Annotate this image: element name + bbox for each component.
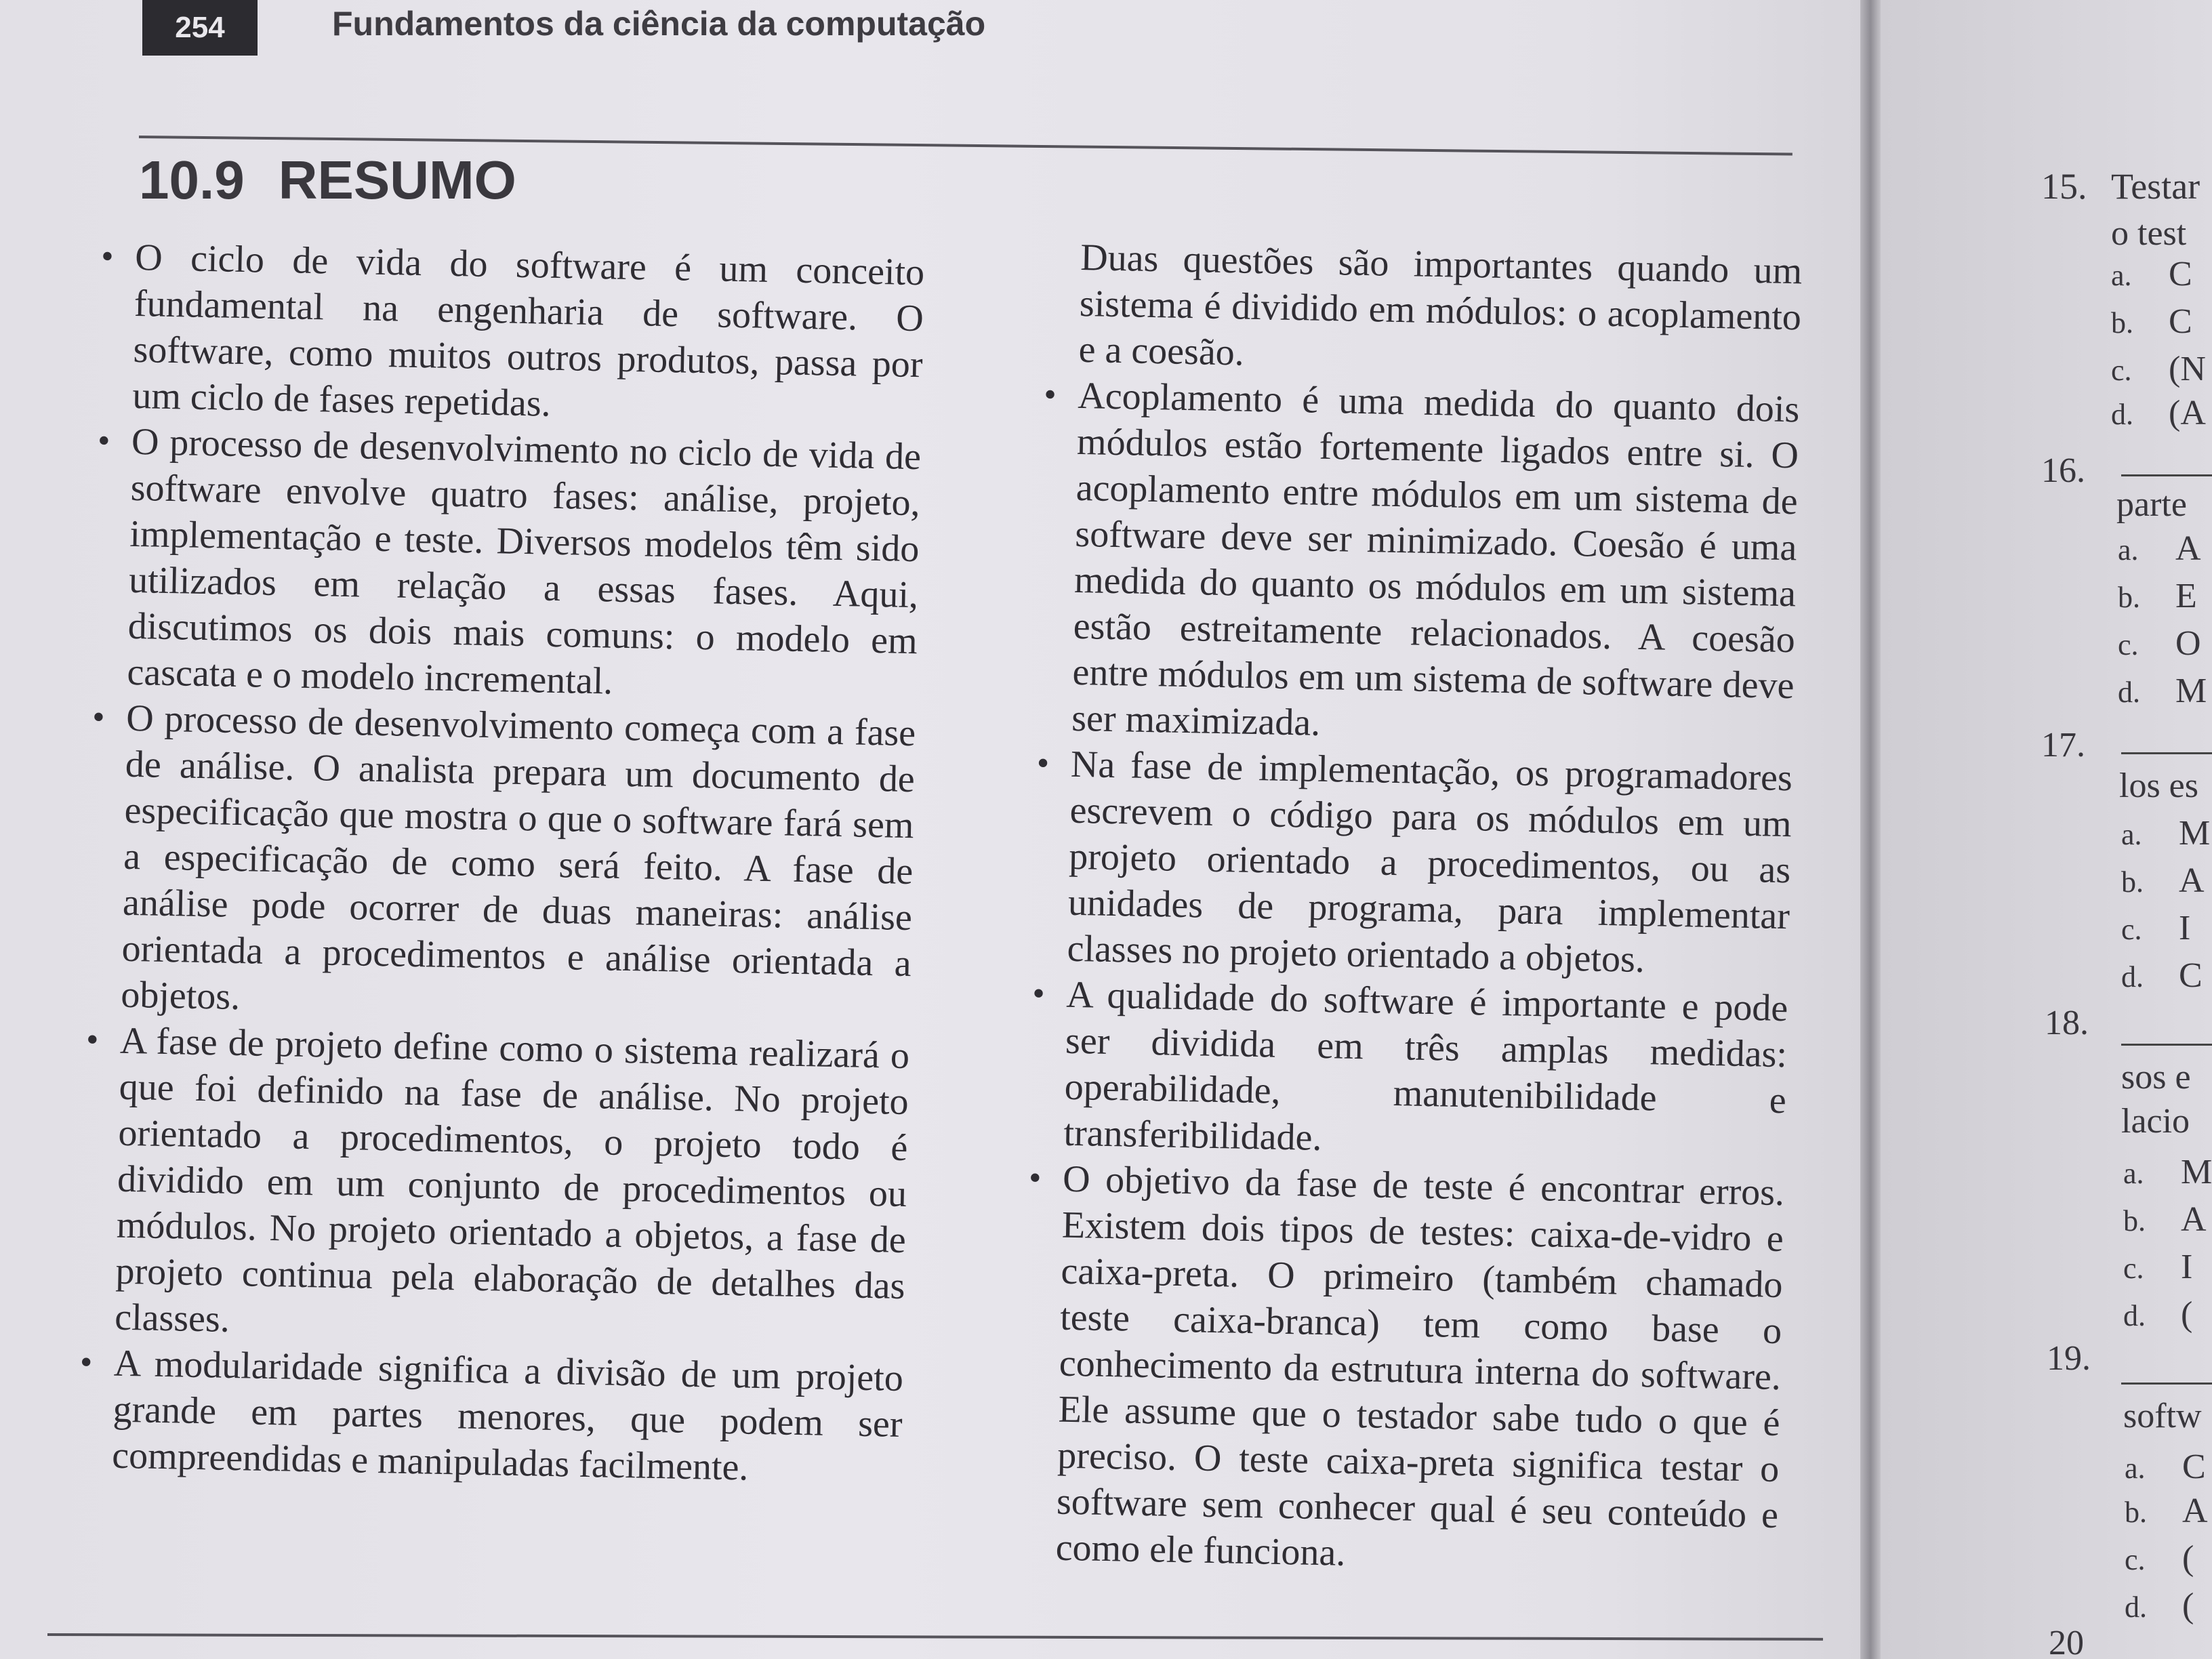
option: a. M — [2121, 814, 2211, 853]
left-column — [78, 234, 925, 1494]
option: b. C — [2111, 302, 2192, 341]
question-19-number: 19. — [2047, 1339, 2091, 1378]
option: c. O — [2118, 624, 2201, 663]
section-heading — [139, 149, 516, 211]
bullet-item: • O ciclo de vida do software é um conceito fundamental na engenharia de software. O software, como muitos outros produtos, passa por um ciclo de fases repetidas. — [98, 234, 925, 434]
right-column — [1021, 234, 1803, 1584]
answer-blank — [2121, 752, 2212, 754]
option: c. I — [2121, 909, 2191, 947]
answer-blank — [2121, 1044, 2212, 1046]
bullet-item: • A qualidade do software é importante e pode ser dividida em três amplas medidas: operabilidade, manutenibilidade e transferibilidade. — [1029, 971, 1788, 1170]
answer-blank — [2121, 1382, 2212, 1385]
bullet-item: • Na fase de implementação, os programadores escrevem o código para os módulos em um projeto orientado a procedimentos, ou as unidades de programa, para implementar classes no projeto orientado a objetos. — [1033, 741, 1793, 985]
bullet-item: • A modularidade significa a divisão de um projeto grande em partes menores, que podem ser compreendidas e manipuladas facilmente. — [78, 1340, 904, 1494]
option: b. A — [2125, 1492, 2208, 1530]
page-number: 254 — [142, 0, 258, 56]
option: a. A — [2118, 529, 2201, 568]
option: a. C — [2125, 1448, 2206, 1486]
option: b. E — [2118, 577, 2197, 615]
option: b. A — [2121, 861, 2205, 900]
bullet-item: • O processo de desenvolvimento começa com a fase de análise. O analista prepara um documento de especificação que mostra o que o software fará sem a especificação de como será feito. A fase de análise pode ocorrer de duas maneiras: análise orientada a procedimentos e análise orientada a objetos. — [87, 695, 916, 1033]
option: d. M — [2118, 672, 2207, 710]
bullet-item: • A fase de projeto define como o sistema realizará o que foi definido na fase de análise. No projeto orientado a procedimentos, o projeto todo é dividido em um conjunto de procedimentos ou módulos. No projeto orientado a objetos, a fase de projeto continua pela elaboração de detalhes das classes. — [81, 1017, 910, 1355]
running-title: Fundamentos da ciência da computação — [332, 5, 986, 43]
question-17-number: 17. — [2041, 726, 2085, 764]
option: c. ( — [2125, 1539, 2194, 1578]
option: d. ( — [2123, 1295, 2193, 1334]
right-page: 15. Testar o test a. C b. C c. (N d. (A 16. parte a. A b. E c. O d. M 17. los es a. M b. A c. I d. C 18. sos e lacio a. M b. A c. I d. ( 19. softw a. C b. A c. ( d. ( 20 — [1881, 0, 2212, 1659]
option: d. ( — [2125, 1586, 2194, 1625]
bullet-item: • Acoplamento é uma medida do quanto dois módulos estão fortemente ligados entre si. O acoplamento entre módulos em um sistema de software deve ser minimizado. Coesão é uma medida do quanto os módulos em um sistema estão estreitamente relacionados. A coesão entre módulos em um sistema de software deve ser maximizada. — [1038, 372, 1800, 755]
question-16-number: 16. — [2041, 451, 2085, 490]
bottom-rule — [47, 1633, 1823, 1641]
section-number: 10.9 — [139, 150, 245, 210]
question-20-number: 20 — [2049, 1624, 2084, 1659]
bullet-item: • O objetivo da fase de teste é encontrar erros. Existem dois tipos de testes: caixa-de-vidro e caixa-preta. O primeiro (também chamado teste caixa-branca) tem como base o conhecimento da estrutura interna do software. Ele assume que o testador sabe tudo o que é preciso. O teste caixa-preta significa testar o software sem conhecer qual é seu conteúdo e como ele funciona. — [1021, 1155, 1785, 1584]
option: d. (A — [2111, 394, 2206, 432]
answer-blank — [2121, 474, 2212, 476]
option: c. (N — [2111, 350, 2206, 388]
intro-paragraph: Duas questões são importantes quando um sistema é dividido em módulos: o acoplamento e a coesão. — [1078, 236, 1803, 374]
option: a. C — [2111, 255, 2192, 293]
section-title: RESUMO — [278, 150, 516, 210]
book-gutter — [1860, 0, 1881, 1659]
question-18-number: 18. — [2045, 1004, 2089, 1042]
option: b. A — [2123, 1200, 2207, 1239]
option: d. C — [2121, 956, 2203, 995]
bullet-item: • O processo de desenvolvimento no ciclo de vida de software envolve quatro fases: análise, projeto, implementação e teste. Diversos modelos têm sido utilizados em relação a essas fases. Aqui, discutimos os dois mais comuns: o modelo em cascata e o modelo incremental. — [93, 418, 922, 710]
option: c. I — [2123, 1248, 2193, 1286]
option: a. M — [2123, 1153, 2212, 1191]
